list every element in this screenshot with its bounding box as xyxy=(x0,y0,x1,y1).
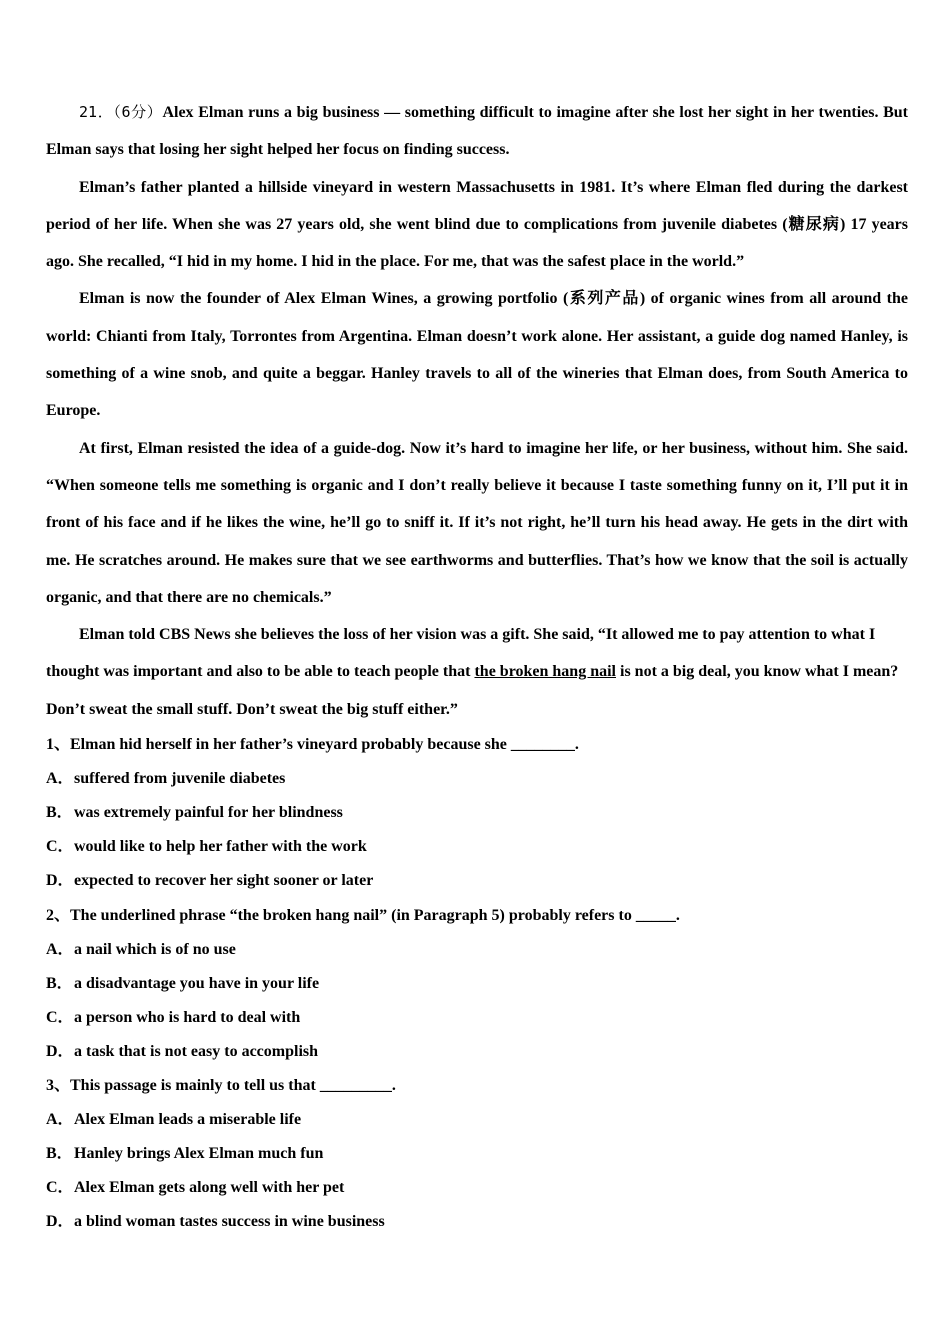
answer-option[interactable] xyxy=(46,830,908,864)
answer-option[interactable] xyxy=(46,1001,908,1035)
option-text: Alex Elman gets along well with her pet xyxy=(74,1179,345,1197)
option-letter: D． xyxy=(46,1042,74,1060)
question-stem: 2、The underlined phrase “the broken hang nail” (in Paragraph 5) probably refers to _____. xyxy=(46,906,680,924)
option-letter: C． xyxy=(46,838,74,856)
answer-option[interactable] xyxy=(46,796,908,830)
answer-option[interactable] xyxy=(46,967,908,1001)
answer-option[interactable] xyxy=(46,762,908,796)
answer-option[interactable] xyxy=(46,933,908,967)
underlined-phrase: the broken hang nail xyxy=(474,663,616,681)
answer-option[interactable] xyxy=(46,1035,908,1069)
reading-passage xyxy=(46,94,908,728)
option-letter: B． xyxy=(46,804,73,822)
option-text: expected to recover her sight sooner or later xyxy=(74,872,374,890)
option-letter: C． xyxy=(46,1179,74,1197)
option-letter: A． xyxy=(46,1111,74,1129)
option-text: a nail which is of no use xyxy=(74,940,236,958)
question-stem: 1、Elman hid herself in her father’s vineyard probably because she ________. xyxy=(46,736,579,754)
passage-paragraph-2: Elman’s father planted a hillside vineyard in western Massachusetts in 1981. It’s where Elman fled during the darkest period of her life. When she was 27 years old, she went blind due to complications from juvenile diabetes (糖尿病) 17 years ago. She recalled, “I hid in my home. I hid in the place. For me, that was the safest place in the world.” xyxy=(46,178,908,271)
paragraph-text: is not a big deal, you know what I mean? Don’t sweat the small stuff. Don’t sweat the big stuff either.” xyxy=(46,663,899,718)
option-letter: C． xyxy=(46,1008,74,1026)
answer-option[interactable] xyxy=(46,1103,908,1137)
option-letter: A． xyxy=(46,770,74,788)
passage-paragraph-1 xyxy=(46,94,908,169)
paragraph-text: Elman told CBS News she believes the loss of her vision was a gift. She said, “It allowed me to pay attention to what I thought was important and also to be able to teach people that xyxy=(46,626,876,681)
option-text: was extremely painful for her blindness xyxy=(74,804,343,822)
option-letter: D． xyxy=(46,872,74,890)
option-text: would like to help her father with the work xyxy=(74,838,367,856)
answer-option[interactable] xyxy=(46,1171,908,1205)
option-letter: B． xyxy=(46,1145,73,1163)
answer-option[interactable] xyxy=(46,1205,908,1239)
option-text: a blind woman tastes success in wine business xyxy=(74,1213,385,1231)
answer-option[interactable] xyxy=(46,1137,908,1171)
option-letter: B． xyxy=(46,974,73,992)
option-text: Hanley brings Alex Elman much fun xyxy=(74,1145,324,1163)
passage-paragraph-5 xyxy=(46,616,908,728)
option-letter: D． xyxy=(46,1213,74,1231)
option-text: suffered from juvenile diabetes xyxy=(74,770,286,788)
option-text: a person who is hard to deal with xyxy=(74,1008,301,1026)
option-text: a task that is not easy to accomplish xyxy=(74,1042,319,1060)
question-stem: 3、This passage is mainly to tell us that _________. xyxy=(46,1076,396,1094)
option-text: Alex Elman leads a miserable life xyxy=(74,1111,302,1129)
option-letter: A． xyxy=(46,940,74,958)
question-list xyxy=(46,728,908,1239)
question-number: 21．（6分） xyxy=(79,103,163,121)
passage-paragraph-3: Elman is now the founder of Alex Elman Wines, a growing portfolio (系列产品) of organic wines from all around the world: Chianti from Italy, Torrontes from Argentina. Elman doesn’t work alone. Her assistant, a guide dog named Hanley, is something of a wine snob, and quite a beggar. Hanley travels to all of the wineries that Elman does, from South America to Europe. xyxy=(46,290,908,420)
answer-option[interactable] xyxy=(46,864,908,898)
passage-paragraph-4: At first, Elman resisted the idea of a guide-dog. Now it’s hard to imagine her life, or her business, without him. She said. “When someone tells me something is organic and I don’t really believe it because I taste something funny on it, I’ll put it in front of his face and if he likes the wine, he’ll go to sniff it. If it’s not right, he’ll turn his head away. He gets in the dirt with me. He scratches around. He makes sure that we see earthworms and butterflies. That’s how we know that the soil is actually organic, and that there are no chemicals.” xyxy=(46,439,908,606)
paragraph-text: Alex Elman runs a big business — something difficult to imagine after she lost her sight in her twenties. But Elman says that losing her sight helped her focus on finding success. xyxy=(46,104,909,159)
document-page xyxy=(46,94,908,1239)
option-text: a disadvantage you have in your life xyxy=(74,974,320,992)
